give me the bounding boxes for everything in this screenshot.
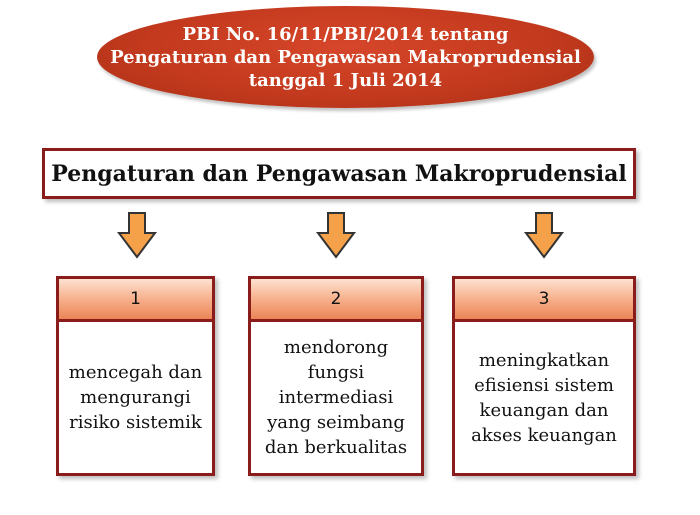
title-line-3: tanggal 1 Juli 2014 — [248, 69, 443, 91]
objective-text-line: mencegah dan — [68, 362, 203, 383]
objective-text-line: dan berkualitas — [264, 437, 408, 458]
objective-number-header — [455, 279, 633, 322]
objective-card-3 — [452, 276, 636, 476]
objective-text-line: yang seimbang — [267, 412, 405, 433]
title-line-1: PBI No. 16/11/PBI/2014 tentang — [182, 23, 509, 45]
objective-number: 2 — [330, 289, 342, 309]
objective-text-line: efisiensi sistem — [474, 374, 614, 396]
objective-text-line: intermediasi — [278, 387, 394, 408]
main-box-label: Pengaturan dan Pengawasan Makroprudensial — [51, 160, 627, 187]
title-ellipse — [97, 6, 594, 108]
objective-text-line: fungsi — [307, 362, 365, 383]
objective-text-line: keuangan dan — [479, 399, 609, 421]
objective-text-line: mengurangi — [80, 387, 191, 408]
objective-card-1 — [56, 276, 215, 476]
objective-number: 3 — [538, 289, 550, 309]
objective-text-line: meningkatkan — [478, 349, 610, 371]
objective-card-2 — [248, 276, 424, 476]
objective-text-line: mendorong — [283, 337, 389, 358]
objective-text — [455, 322, 633, 473]
objective-number-header — [59, 279, 212, 322]
objective-text — [251, 322, 421, 473]
title-text — [110, 23, 581, 92]
down-arrow-icon-2 — [316, 211, 356, 259]
main-box — [42, 148, 636, 199]
objective-text — [59, 322, 212, 473]
down-arrow-icon-3 — [524, 211, 564, 259]
objective-number-header — [251, 279, 421, 322]
objective-number: 1 — [130, 289, 141, 309]
objective-text-line: akses keuangan — [471, 424, 617, 446]
title-line-2: Pengaturan dan Pengawasan Makroprudensial — [110, 46, 581, 68]
objective-text-line: risiko sistemik — [69, 412, 202, 433]
down-arrow-icon-1 — [117, 211, 157, 259]
